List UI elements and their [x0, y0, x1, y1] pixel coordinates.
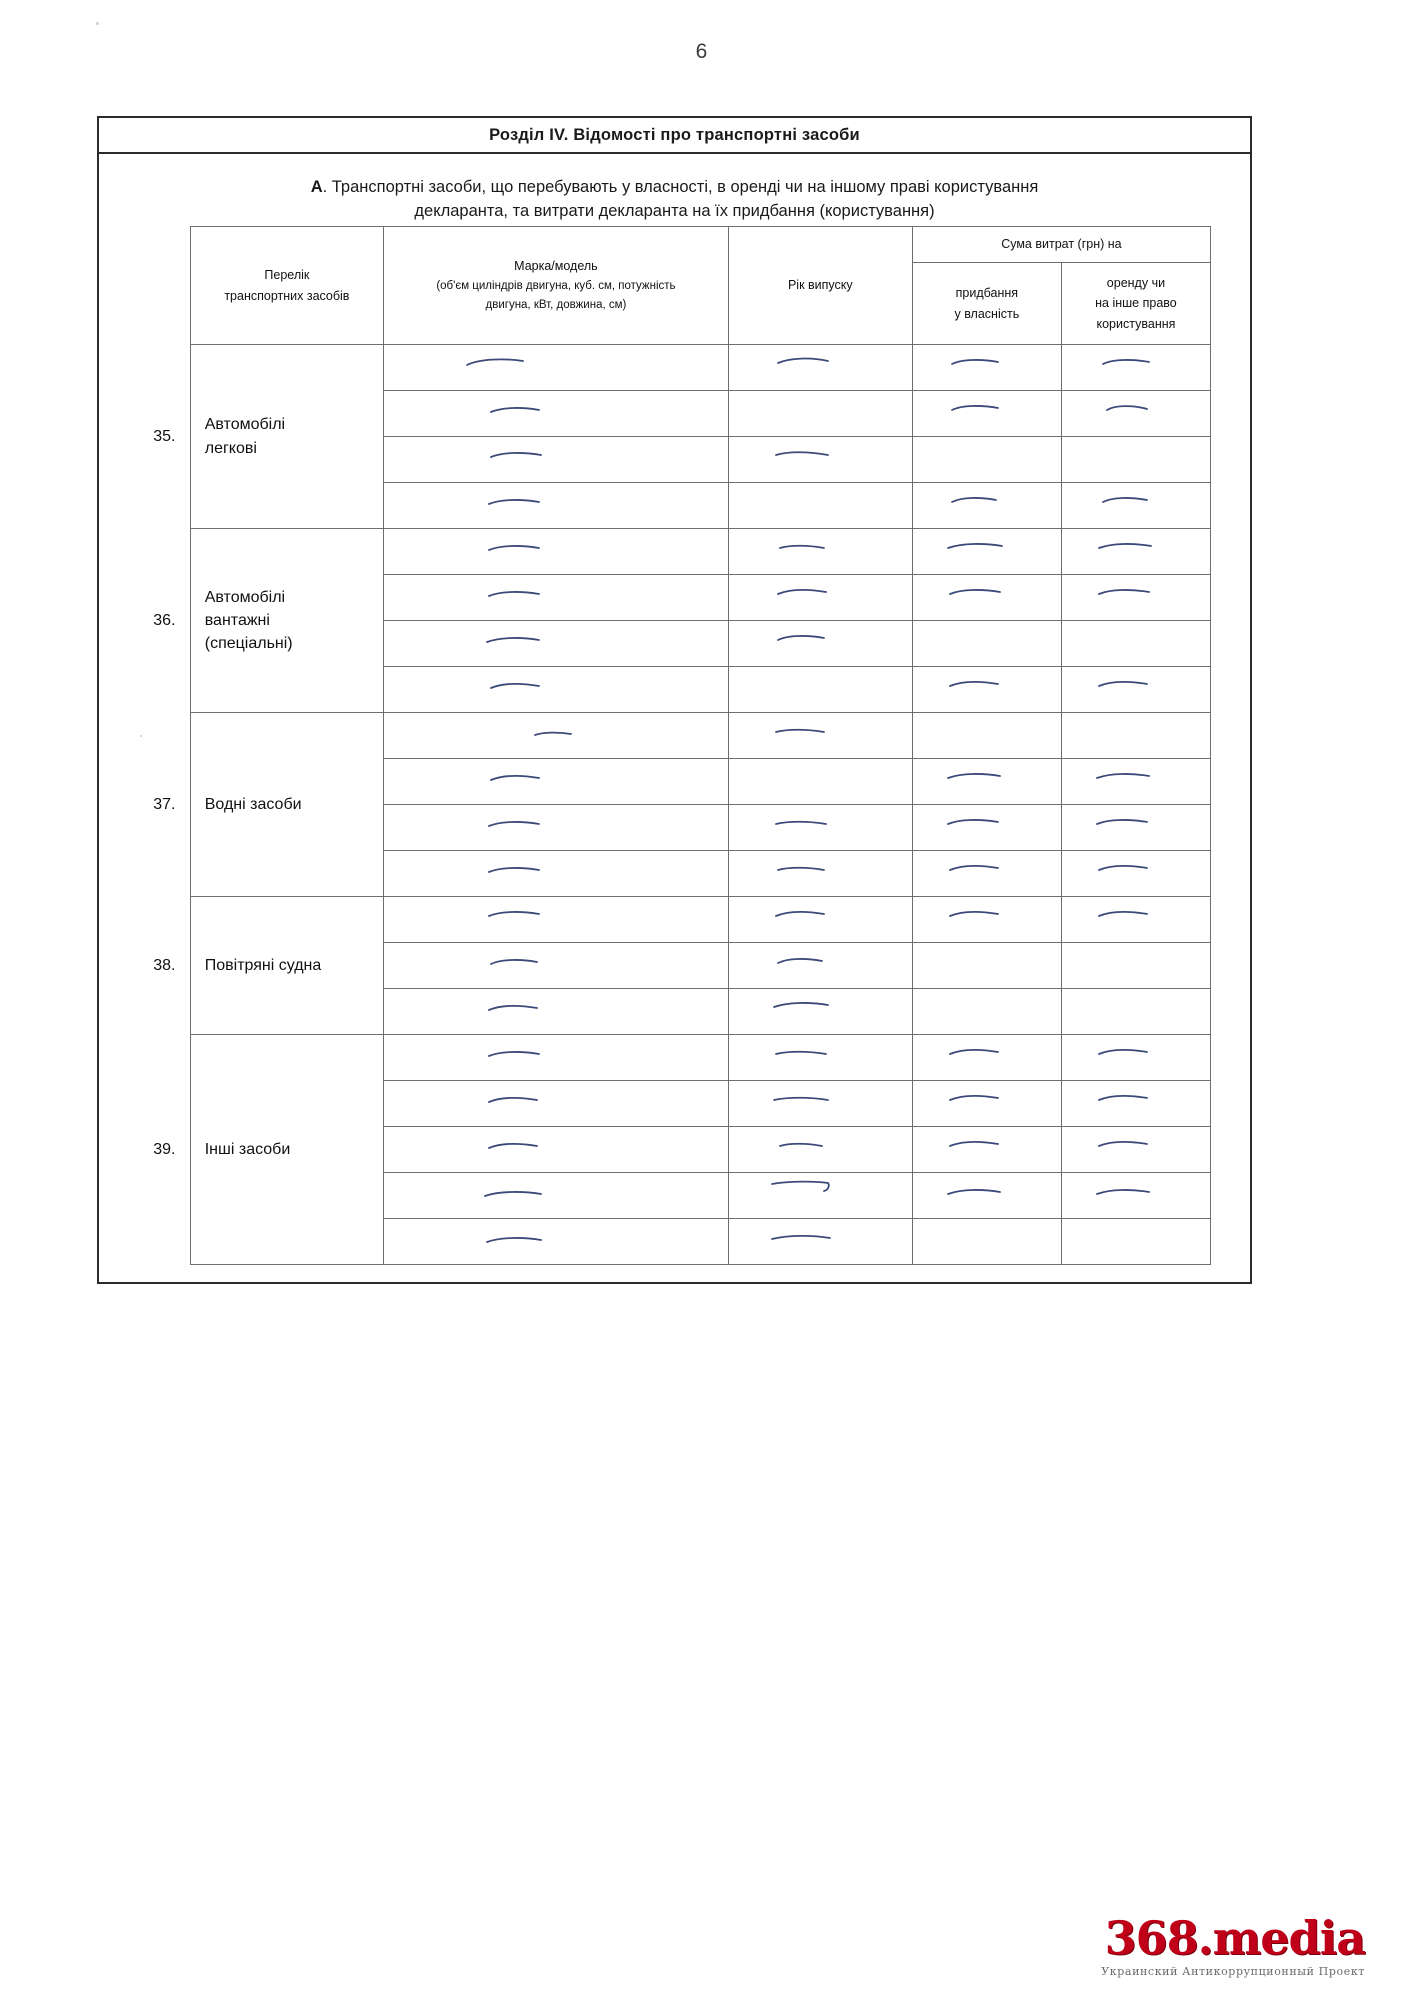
row-label-35: Автомобілі легкові [190, 345, 383, 529]
handwritten-dash-icon [385, 484, 727, 527]
handwritten-dash-icon [385, 1220, 727, 1263]
cell-year[interactable] [728, 483, 912, 529]
handwritten-dash-icon [730, 1082, 911, 1125]
handwritten-dash-icon [1063, 392, 1209, 435]
cell-make-model[interactable] [384, 529, 729, 575]
handwritten-dash-icon [730, 622, 911, 665]
cell-rent[interactable] [1061, 805, 1210, 851]
header-make-model-line2: (об'єм циліндрів двигуна, куб. см, потужність [436, 279, 676, 292]
cell-make-model[interactable] [384, 759, 729, 805]
handwritten-dash-icon [914, 576, 1060, 619]
handwritten-dash-icon [1063, 898, 1209, 941]
handwritten-dash-icon [385, 438, 727, 481]
cell-purchase[interactable] [912, 1035, 1061, 1081]
row-number-35: 35. [153, 427, 176, 445]
empty-mark [914, 1220, 1060, 1263]
handwritten-dash-icon [385, 392, 727, 435]
row-label-39: Інші засоби [190, 1035, 383, 1265]
subsection-letter: А [310, 178, 323, 196]
cell-year[interactable] [728, 759, 912, 805]
header-rent-line2: на інше право [1095, 296, 1177, 311]
handwritten-dash-icon [385, 990, 727, 1033]
cell-purchase[interactable] [912, 759, 1061, 805]
handwritten-dash-icon [1063, 530, 1209, 573]
header-purchase-line2: у власність [954, 306, 1020, 321]
cell-year[interactable] [728, 391, 912, 437]
handwritten-dash-icon [730, 1036, 911, 1079]
cell-rent[interactable] [1061, 989, 1210, 1035]
cell-make-model[interactable] [384, 1219, 729, 1265]
subsection-text-line2: декларанта, та витрати декларанта на їх придбання (користування) [414, 201, 935, 220]
empty-mark [914, 438, 1060, 481]
empty-mark [914, 714, 1060, 757]
handwritten-dash-icon [914, 1128, 1060, 1171]
cell-make-model[interactable] [384, 1173, 729, 1219]
cell-purchase[interactable] [912, 989, 1061, 1035]
handwritten-dash-icon [1063, 484, 1209, 527]
header-rent-line1: оренду чи [1106, 275, 1166, 290]
cell-rent[interactable] [1061, 437, 1210, 483]
header-purchase [912, 263, 1061, 345]
cell-rent[interactable] [1061, 759, 1210, 805]
empty-mark [914, 990, 1060, 1033]
cell-purchase[interactable] [912, 621, 1061, 667]
cell-year[interactable] [728, 1173, 912, 1219]
cell-purchase[interactable] [912, 345, 1061, 391]
handwritten-dash-icon [730, 944, 911, 987]
handwritten-dash-icon [385, 1082, 727, 1125]
cell-purchase[interactable] [912, 1219, 1061, 1265]
watermark-tagline: Украинский Антикоррупционный Проект [1101, 1965, 1365, 1978]
row-number-38: 38. [153, 956, 176, 974]
handwritten-dash-icon [914, 898, 1060, 941]
table-row [139, 897, 1211, 943]
empty-mark [730, 760, 911, 803]
empty-mark [1063, 1220, 1209, 1263]
cell-year[interactable] [728, 989, 912, 1035]
cell-year[interactable] [728, 529, 912, 575]
table-row [139, 345, 1211, 391]
header-vehicle-list [190, 227, 383, 345]
cell-year[interactable] [728, 1035, 912, 1081]
cell-rent[interactable] [1061, 529, 1210, 575]
handwritten-dash-icon [730, 1220, 911, 1263]
cell-year[interactable] [728, 943, 912, 989]
handwritten-dash-icon [730, 990, 911, 1033]
handwritten-dash-icon [1063, 760, 1209, 803]
cell-make-model[interactable] [384, 1081, 729, 1127]
handwritten-dash-icon [1063, 806, 1209, 849]
cell-rent[interactable] [1061, 391, 1210, 437]
empty-mark [1063, 714, 1209, 757]
cell-purchase[interactable] [912, 575, 1061, 621]
handwritten-dash-icon [730, 438, 911, 481]
handwritten-dash-icon [385, 1036, 727, 1079]
cell-year[interactable] [728, 667, 912, 713]
cell-rent[interactable] [1061, 1127, 1210, 1173]
handwritten-dash-icon [730, 530, 911, 573]
header-make-model [384, 227, 729, 345]
cell-year[interactable] [728, 851, 912, 897]
cell-make-model[interactable] [384, 621, 729, 667]
cell-purchase[interactable] [912, 713, 1061, 759]
cell-make-model[interactable] [384, 575, 729, 621]
cell-make-model[interactable] [384, 897, 729, 943]
handwritten-dash-icon [1063, 1174, 1209, 1217]
handwritten-dash-icon [385, 530, 727, 573]
handwritten-dash-icon [914, 1036, 1060, 1079]
cell-rent[interactable] [1061, 483, 1210, 529]
header-rent [1061, 263, 1210, 345]
empty-mark [730, 392, 911, 435]
cell-year[interactable] [728, 1219, 912, 1265]
handwritten-dash-icon [1063, 1036, 1209, 1079]
empty-mark [1063, 944, 1209, 987]
handwritten-dash-icon [1063, 1082, 1209, 1125]
cell-make-model[interactable] [384, 805, 729, 851]
cell-make-model[interactable] [384, 391, 729, 437]
header-make-model-line1: Марка/модель [514, 259, 598, 274]
cell-rent[interactable] [1061, 1035, 1210, 1081]
table-row [139, 529, 1211, 575]
cell-year[interactable] [728, 437, 912, 483]
row-number-39: 39. [153, 1140, 176, 1158]
handwritten-dash-icon [385, 806, 727, 849]
header-vehicle-list-line1: Перелік [264, 267, 310, 282]
row-number-36: 36. [153, 611, 176, 629]
table-header-row [139, 227, 1211, 263]
cell-make-model[interactable] [384, 667, 729, 713]
empty-mark [1063, 990, 1209, 1033]
cell-purchase[interactable] [912, 667, 1061, 713]
handwritten-dash-icon [1063, 852, 1209, 895]
handwritten-dash-icon [730, 346, 911, 389]
handwritten-dash-icon [385, 1174, 727, 1217]
row-number-37: 37. [153, 795, 176, 813]
empty-mark [914, 944, 1060, 987]
watermark-name: 368.media [1104, 1911, 1365, 1965]
cell-purchase[interactable] [912, 1127, 1061, 1173]
handwritten-dash-icon [730, 806, 911, 849]
cell-purchase[interactable] [912, 851, 1061, 897]
handwritten-dash-icon [914, 392, 1060, 435]
handwritten-dash-icon [914, 1174, 1060, 1217]
watermark-logo [1101, 1911, 1365, 1978]
cell-year[interactable] [728, 805, 912, 851]
handwritten-dash-icon [1063, 668, 1209, 711]
header-spacer [139, 227, 190, 263]
header-vehicle-list-line2: транспортних засобів [224, 288, 350, 303]
handwritten-dash-icon [1063, 346, 1209, 389]
handwritten-dash-icon [914, 484, 1060, 527]
cell-purchase[interactable] [912, 391, 1061, 437]
header-make-model-line3: двигуна, кВт, довжина, см) [485, 298, 627, 311]
handwritten-dash-icon [914, 668, 1060, 711]
cell-rent[interactable] [1061, 1081, 1210, 1127]
cell-year[interactable] [728, 621, 912, 667]
row-label-37: Водні засоби [190, 713, 383, 897]
cell-rent[interactable] [1061, 1219, 1210, 1265]
header-spacer-2 [139, 263, 190, 345]
handwritten-dash-icon [914, 1082, 1060, 1125]
handwritten-dash-icon [385, 668, 727, 711]
document-frame [97, 116, 1252, 1284]
cell-rent[interactable] [1061, 897, 1210, 943]
cell-year[interactable] [728, 575, 912, 621]
cell-purchase[interactable] [912, 483, 1061, 529]
handwritten-dash-icon [914, 760, 1060, 803]
header-year: Рік випуску [728, 227, 912, 345]
empty-mark [1063, 438, 1209, 481]
cell-make-model[interactable] [384, 437, 729, 483]
cell-purchase[interactable] [912, 805, 1061, 851]
handwritten-dash-icon [914, 852, 1060, 895]
cell-year[interactable] [728, 345, 912, 391]
handwritten-dash-icon [730, 576, 911, 619]
cell-year[interactable] [728, 713, 912, 759]
cell-rent[interactable] [1061, 1173, 1210, 1219]
cell-make-model[interactable] [384, 1127, 729, 1173]
cell-year[interactable] [728, 1081, 912, 1127]
paper-speck [96, 22, 99, 25]
handwritten-dash-icon [914, 530, 1060, 573]
empty-mark [1063, 622, 1209, 665]
empty-mark [914, 622, 1060, 665]
page-number: 6 [695, 40, 708, 63]
handwritten-dash-icon [914, 806, 1060, 849]
handwritten-dash-icon [385, 760, 727, 803]
empty-mark [730, 668, 911, 711]
cell-rent[interactable] [1061, 713, 1210, 759]
cell-make-model[interactable] [384, 483, 729, 529]
header-rent-line3: користування [1096, 316, 1176, 331]
cell-year[interactable] [728, 1127, 912, 1173]
handwritten-dash-icon [385, 944, 727, 987]
handwritten-dash-icon [730, 852, 911, 895]
header-expense-group: Сума витрат (грн) на [912, 227, 1210, 263]
cell-make-model[interactable] [384, 943, 729, 989]
handwritten-dash-icon [385, 346, 727, 389]
cell-rent[interactable] [1061, 667, 1210, 713]
cell-make-model[interactable] [384, 989, 729, 1035]
cell-purchase[interactable] [912, 897, 1061, 943]
subsection-heading [99, 154, 1250, 234]
cell-rent[interactable] [1061, 943, 1210, 989]
subsection-text-line1: . Транспортні засоби, що перебувають у власності, в оренді чи на іншому праві користування [322, 178, 1039, 196]
handwritten-dash-icon [385, 576, 727, 619]
cell-purchase[interactable] [912, 1081, 1061, 1127]
cell-purchase[interactable] [912, 1173, 1061, 1219]
empty-mark [730, 484, 911, 527]
handwritten-dash-icon [385, 852, 727, 895]
cell-purchase[interactable] [912, 943, 1061, 989]
handwritten-dash-icon [385, 714, 727, 757]
handwritten-dash-icon [730, 898, 911, 941]
handwritten-dash-icon [385, 622, 727, 665]
table-row [139, 713, 1211, 759]
handwritten-dash-icon [914, 346, 1060, 389]
handwritten-dash-icon [385, 1128, 727, 1171]
cell-purchase[interactable] [912, 529, 1061, 575]
cell-make-model[interactable] [384, 345, 729, 391]
vehicles-table [139, 226, 1211, 1265]
cell-rent[interactable] [1061, 621, 1210, 667]
cell-make-model[interactable] [384, 1035, 729, 1081]
handwritten-dash-icon [385, 898, 727, 941]
header-purchase-line1: придбання [955, 285, 1019, 300]
handwritten-dash-icon [1063, 1128, 1209, 1171]
handwritten-dash-icon [730, 714, 911, 757]
cell-make-model[interactable] [384, 713, 729, 759]
cell-rent[interactable] [1061, 851, 1210, 897]
row-label-38: Повітряні судна [190, 897, 383, 1035]
cell-year[interactable] [728, 897, 912, 943]
table-row [139, 1035, 1211, 1081]
cell-rent[interactable] [1061, 575, 1210, 621]
handwritten-dash-icon [1063, 576, 1209, 619]
handwritten-hook-icon [730, 1174, 911, 1217]
row-label-36: Автомобілі вантажні (спеціальні) [190, 529, 383, 713]
cell-rent[interactable] [1061, 345, 1210, 391]
handwritten-dash-icon [730, 1128, 911, 1171]
cell-purchase[interactable] [912, 437, 1061, 483]
cell-make-model[interactable] [384, 851, 729, 897]
section-title: Розділ IV. Відомості про транспортні засоби [99, 118, 1250, 154]
